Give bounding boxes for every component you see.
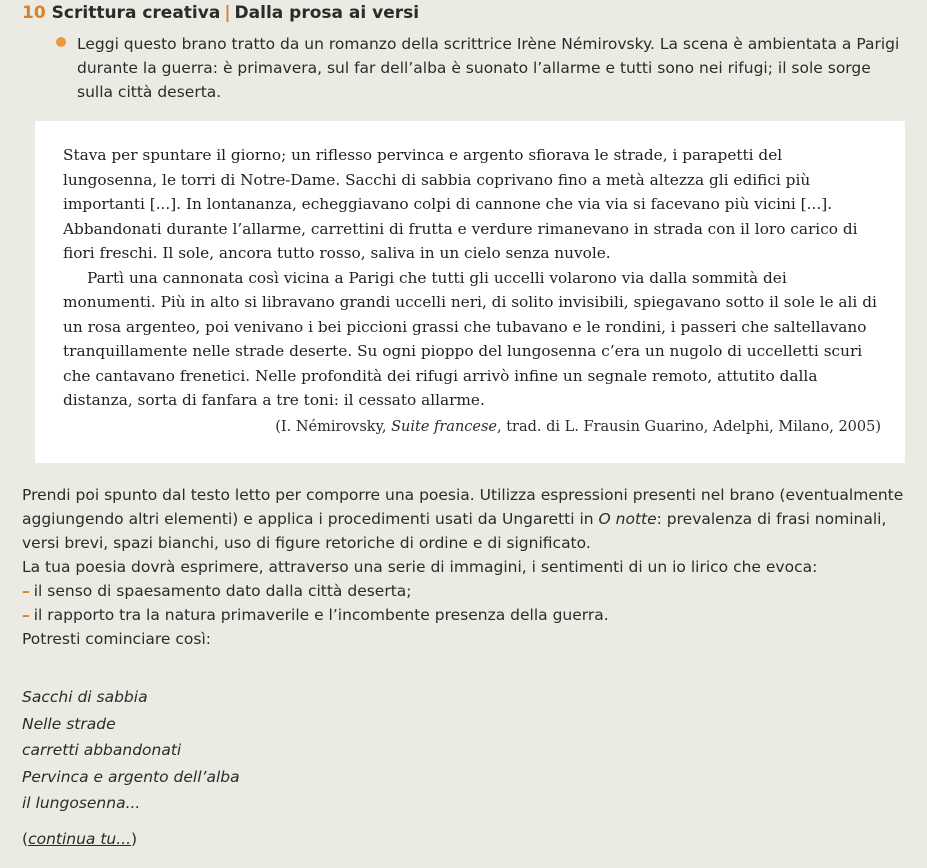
poem-example [22,684,240,817]
passage-paragraph-2: Partì una cannonata così vicina a Parigi che tutti gli uccelli volarono via dalla sommità dei monumenti. Più in alto si libravano grandi uccelli neri, di solito invisibili, spiegavano sotto il sole le ali di un rosa argenteo, poi venivano i bei piccioni grassi che tubavano e le rondini, i passeri che saltellavano tranquillamente nelle strade deserte. Su ogni pioppo del lungosenna c’era un nugolo di uccelletti scuri che cantavano frenetici. Nelle profondità dei rifugi arrivò infine un segnale remoto, attutito dalla distanza, sorta di fanfara a tre toni: il cessato allarme. [63,268,877,409]
header-separator: | [224,3,231,23]
instructions-line-3: Potresti cominciare così: [22,630,211,648]
dash-icon: – [22,606,30,624]
dash-item [22,579,912,603]
continua-text: continua tu... [28,830,132,848]
continua-close-paren: ) [131,830,138,848]
exercise-header [22,3,419,23]
exercise-title: Dalla prosa ai versi [234,3,420,23]
instructions-line-1-before: Prendi poi spunto dal testo letto per comporre una poesia. Utilizza espressioni presenti nel brano (eventualmente aggiungendo altri elementi) e applica i procedimenti usati da Ungaretti in [22,486,904,528]
instructions-line-2: La tua poesia dovrà esprimere, attraverso una serie di immagini, i sentimenti di un io lirico che evoca: [22,558,818,576]
exercise-category: Scrittura creativa [51,3,221,23]
passage-box [35,121,905,463]
poem-line: carretti abbandonati [22,741,182,759]
instructions [22,483,912,651]
dash-item-text: il senso di spaesamento dato dalla città deserta; [33,582,412,600]
continua-open-paren: ( [22,830,29,848]
passage-citation [63,419,881,435]
poem-line: Nelle strade [22,714,116,733]
dash-item [22,603,912,627]
poem-line: il lungosenna... [22,794,141,812]
continua-prompt [22,830,137,848]
poem-line: Sacchi di sabbia [22,688,148,706]
citation-rest: , trad. di L. Frausin Guarino, Adelphi, Milano, 2005) [497,418,881,435]
instructions-line-1-after: : prevalenza di frasi nominali, versi brevi, spazi bianchi, uso di figure retoriche di ordine e di significato. [22,510,887,552]
dash-icon: – [22,582,30,600]
instructions-line-1 [22,483,912,555]
passage-paragraph-1: Stava per spuntare il giorno; un riflesso pervinca e argento sfiorava le strade, i parapetti del lungosenna, le torri di Notre-Dame. Sacchi di sabbia coprivano fino a metà altezza gli edifici più importanti [...]. In lontananza, echeggiavano colpi di cannone che via via si facevano più vicini [...]. Abbandonati durante l’allarme, carrettini di frutta e verdure rimanevano in strada con il loro carico di fiori freschi. Il sole, ancora tutto rosso, saliva in un cielo senza nuvole. [63,146,858,262]
citation-author: (I. Némirovsky, [275,418,387,435]
poem-line: Pervinca e argento dell’alba [22,767,240,786]
exercise-number: 10 [22,3,46,23]
citation-title: Suite francese [391,418,498,435]
dash-item-text: il rapporto tra la natura primaverile e l’incombente presenza della guerra. [33,606,609,624]
intro-text: Leggi questo brano tratto da un romanzo della scrittrice Irène Némirovsky. La scena è ambientata a Parigi durante la guerra: è primavera, sul far dell’alba è suonato l’allarme e tutti sono nei rifugi; il sole sorge sulla città deserta. [77,35,900,101]
instructions-poem-title: O notte [598,510,657,528]
bullet-icon [56,37,66,47]
